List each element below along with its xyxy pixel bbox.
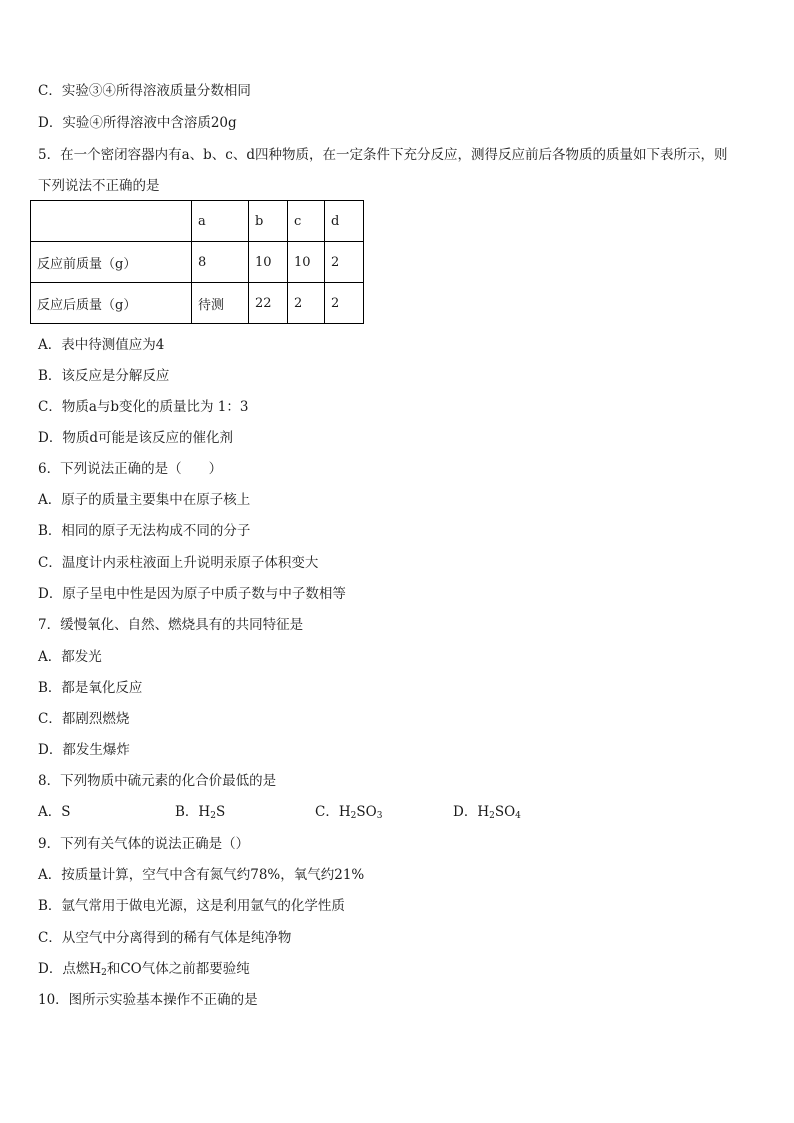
question-7-stem: 7．缓慢氧化、自然、燃烧具有的共同特征是 — [38, 617, 304, 633]
question-5-option-a: A．表中待测值应为4 — [38, 337, 165, 353]
table-header-cell — [31, 201, 192, 242]
subscript: 2 — [489, 811, 495, 821]
table-cell: 22 — [249, 283, 288, 324]
table-header-cell: b — [249, 201, 288, 242]
question-8-options — [38, 803, 638, 821]
formula-part: H — [198, 804, 211, 820]
question-7-option-a: A．都发光 — [38, 649, 102, 665]
question-8-option-d — [453, 803, 521, 821]
table-cell: 8 — [192, 242, 249, 283]
subscript: 4 — [515, 811, 521, 821]
question-8-stem: 8．下列物质中硫元素的化合价最低的是 — [38, 773, 277, 789]
table-cell: 待测 — [192, 283, 249, 324]
question-6-stem: 6．下列说法正确的是（ ） — [38, 461, 223, 477]
subscript: 2 — [210, 811, 216, 821]
table-header-cell: c — [288, 201, 325, 242]
mass-table — [30, 200, 364, 324]
question-7-option-c: C．都剧烈燃烧 — [38, 711, 130, 727]
question-9-option-a: A．按质量计算，空气中含有氮气约78%，氧气约21% — [38, 867, 365, 883]
formula-part: S — [215, 804, 226, 820]
option-label: A．S — [38, 804, 71, 820]
question-9-option-d — [38, 960, 250, 978]
question-6-option-d: D．原子呈电中性是因为原子中质子数与中子数相等 — [38, 586, 346, 602]
table-cell: 反应后质量（g） — [31, 283, 192, 324]
option-d-suffix: 和CO气体之前都要验纯 — [106, 961, 250, 977]
option-label: D． — [453, 804, 478, 820]
formula-part: SO — [356, 804, 377, 820]
table-header-cell: d — [325, 201, 364, 242]
question-8-option-b — [175, 803, 225, 821]
question-8-option-c — [315, 803, 382, 821]
question-5-stem-line2: 下列说法不正确的是 — [38, 178, 160, 194]
subscript: 2 — [350, 811, 357, 821]
subscript: 3 — [376, 811, 383, 821]
question-6-option-a: A．原子的质量主要集中在原子核上 — [38, 492, 251, 508]
question-9-stem: 9．下列有关气体的说法正确是（） — [38, 836, 250, 852]
option-label: C． — [315, 804, 339, 820]
question-5-option-b: B．该反应是分解反应 — [38, 368, 170, 384]
question-7-option-d: D．都发生爆炸 — [38, 742, 130, 758]
question-5-option-c: C．物质a与b变化的质量比为 1：3 — [38, 399, 249, 415]
question-6-option-c: C．温度计内汞柱液面上升说明汞原子体积变大 — [38, 555, 319, 571]
question-7-option-b: B．都是氧化反应 — [38, 680, 143, 696]
table-header-row — [31, 201, 364, 242]
question-5-stem-line1: 5．在一个密闭容器内有a、b、c、d四种物质，在一定条件下充分反应，测得反应前后各物质的质量如下表所示，则 — [38, 147, 728, 163]
table-row — [31, 242, 364, 283]
question-9-option-c: C．从空气中分离得到的稀有气体是纯净物 — [38, 930, 292, 946]
question-10-stem: 10．图所示实验基本操作不正确的是 — [38, 992, 258, 1008]
table-cell: 2 — [325, 242, 364, 283]
question-8-option-a — [38, 803, 71, 821]
option-label: B． — [175, 804, 199, 820]
table-cell: 2 — [288, 283, 325, 324]
question-6-option-b: B．相同的原子无法构成不同的分子 — [38, 523, 251, 539]
subscript: 2 — [101, 968, 107, 978]
table-cell: 2 — [325, 283, 364, 324]
option-d-exp4: D．实验④所得溶液中含溶质20g — [38, 115, 237, 131]
table-cell: 10 — [249, 242, 288, 283]
formula-part: H — [338, 804, 351, 820]
formula-part: SO — [494, 804, 516, 820]
question-9-option-b: B．氩气常用于做电光源，这是利用氩气的化学性质 — [38, 898, 345, 914]
table-row — [31, 283, 364, 324]
table-header-cell: a — [192, 201, 249, 242]
formula-part: H — [477, 804, 490, 820]
question-5-option-d: D．物质d可能是该反应的催化剂 — [38, 430, 233, 446]
option-d-prefix: D．点燃H — [38, 961, 102, 977]
table-cell: 反应前质量（g） — [31, 242, 192, 283]
option-c-exp34: C．实验③④所得溶液质量分数相同 — [38, 83, 251, 99]
table-cell: 10 — [288, 242, 325, 283]
